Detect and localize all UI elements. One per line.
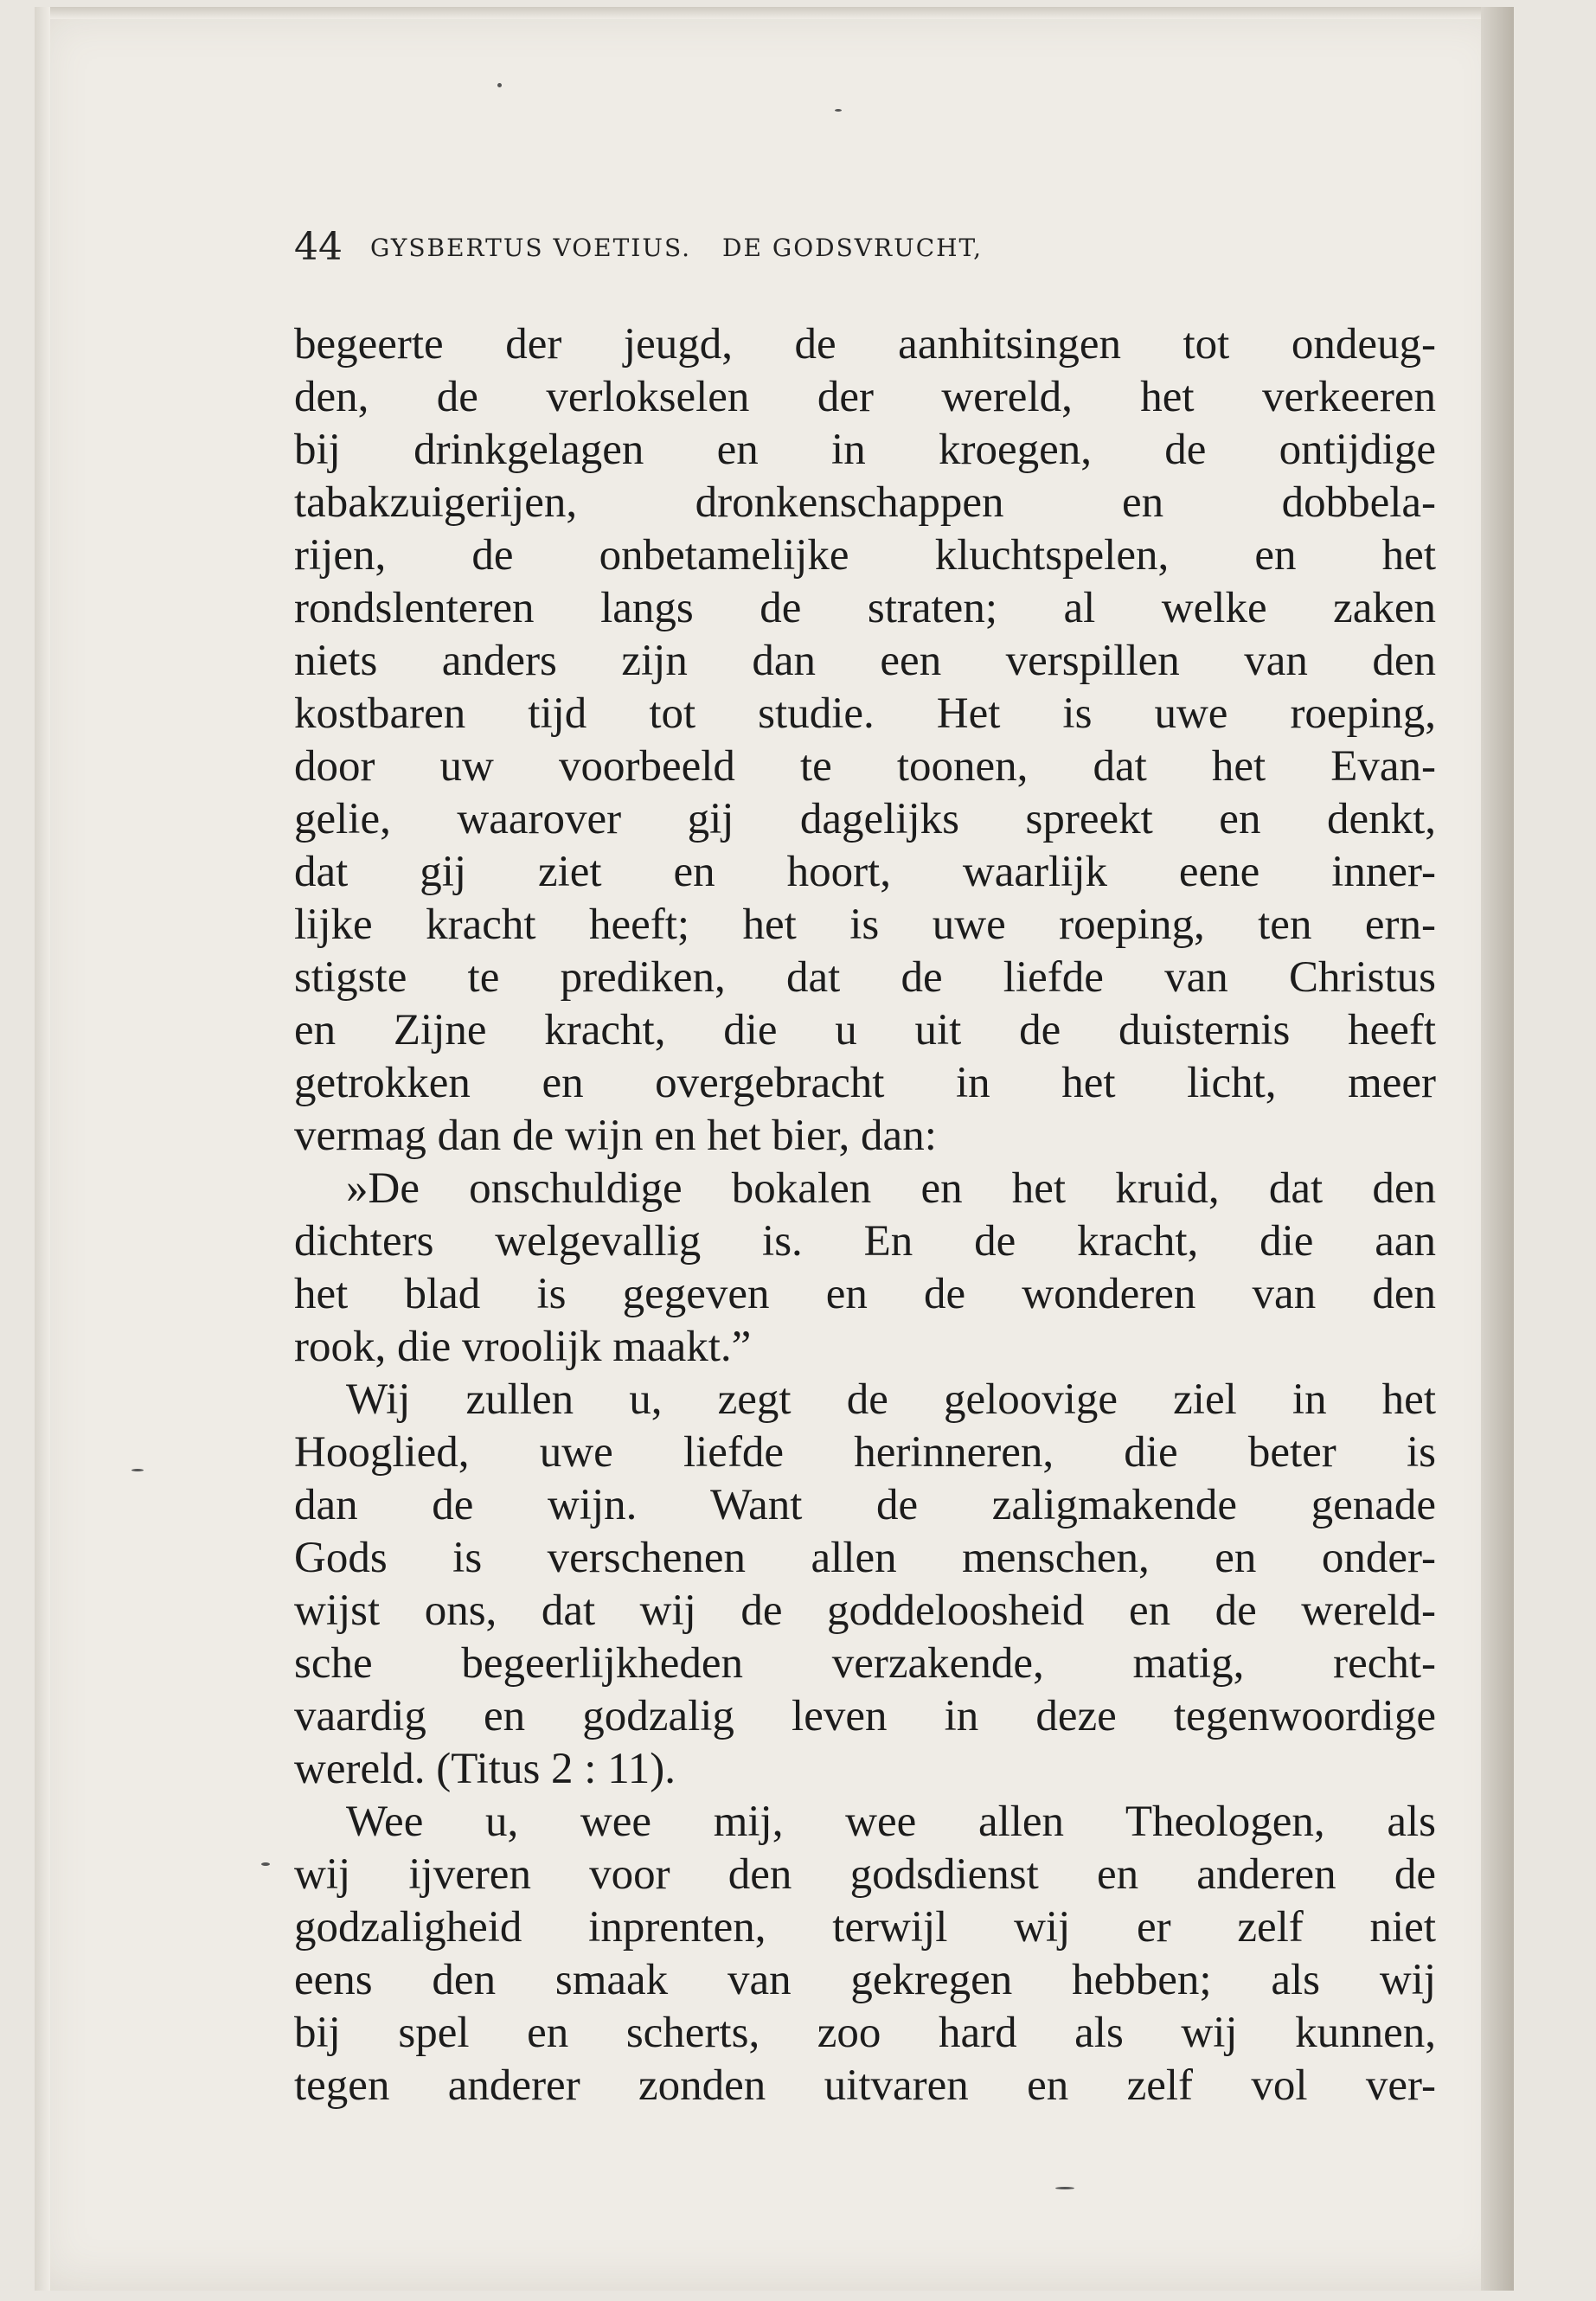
paper-speck bbox=[835, 109, 842, 112]
text-line: tegen anderer zonden uitvaren en zelf vol ver- bbox=[294, 2061, 1436, 2110]
text-line: godzaligheid inprenten, terwijl wij er zelf niet bbox=[294, 1903, 1436, 1952]
text-line: sche begeerlijkheden verzakende, matig, recht- bbox=[294, 1639, 1436, 1688]
text-line: eens den smaak van gekregen hebben; als wij bbox=[294, 1956, 1436, 2004]
text-line: dat gij ziet en hoort, waarlijk eene inner- bbox=[294, 848, 1436, 896]
text-line: begeerte der jeugd, de aanhitsingen tot ondeug- bbox=[294, 320, 1436, 369]
paper-speck bbox=[1055, 2187, 1074, 2189]
text-line: niets anders zijn dan een verspillen van den bbox=[294, 637, 1436, 685]
text-line: tabakzuigerijen, dronkenschappen en dobbela- bbox=[294, 478, 1436, 527]
text-line: door uw voorbeeld te toonen, dat het Evan- bbox=[294, 742, 1436, 791]
text-line: Hooglied, uwe liefde herinneren, die beter is bbox=[294, 1428, 1436, 1477]
text-line: »De onschuldige bokalen en het kruid, dat den bbox=[346, 1164, 1436, 1213]
text-line: vermag dan de wijn en het bier, dan: bbox=[294, 1112, 937, 1160]
paper-speck bbox=[131, 1469, 144, 1471]
text-line: Wee u, wee mij, wee allen Theologen, als bbox=[346, 1798, 1436, 1846]
text-line: rondslenteren langs de straten; al welke zaken bbox=[294, 584, 1436, 632]
text-line: dan de wijn. Want de zaligmakende genade bbox=[294, 1481, 1436, 1529]
text-line: bij spel en scherts, zoo hard als wij kunnen, bbox=[294, 2009, 1436, 2057]
text-line: kostbaren tijd tot studie. Het is uwe roeping, bbox=[294, 689, 1436, 738]
text-line: Wij zullen u, zegt de geloovige ziel in het bbox=[346, 1375, 1436, 1424]
text-line: lijke kracht heeft; het is uwe roeping, ten ern- bbox=[294, 901, 1436, 949]
paper-speck bbox=[497, 83, 502, 87]
text-line: den, de verlokselen der wereld, het verkeeren bbox=[294, 373, 1436, 421]
running-head bbox=[370, 227, 983, 270]
page-header bbox=[294, 221, 1280, 273]
body-text bbox=[294, 318, 1436, 2112]
text-line: dichters welgevallig is. En de kracht, die aan bbox=[294, 1217, 1436, 1266]
page-number: 44 bbox=[294, 225, 343, 269]
text-line: rook, die vroolijk maakt.” bbox=[294, 1323, 752, 1371]
running-head-author: GYSBERTUS VOETIUS. bbox=[370, 234, 692, 262]
text-line: stigste te prediken, dat de liefde van Christus bbox=[294, 953, 1436, 1002]
text-line: bij drinkgelagen en in kroegen, de ontijdige bbox=[294, 426, 1436, 474]
running-head-title: DE GODSVRUCHT, bbox=[722, 234, 983, 262]
paper-speck bbox=[261, 1862, 270, 1866]
page-left-edge bbox=[35, 7, 50, 2291]
text-line: wijst ons, dat wij de goddeloosheid en de wereld- bbox=[294, 1586, 1436, 1635]
text-line: rijen, de onbetamelijke kluchtspelen, en het bbox=[294, 531, 1436, 580]
book-page bbox=[35, 7, 1514, 2291]
text-line: getrokken en overgebracht in het licht, meer bbox=[294, 1059, 1436, 1107]
text-line: het blad is gegeven en de wonderen van den bbox=[294, 1270, 1436, 1318]
text-line: wij ijveren voor den godsdienst en anderen de bbox=[294, 1850, 1436, 1899]
text-line: gelie, waarover gij dagelijks spreekt en denkt, bbox=[294, 795, 1436, 843]
text-line: wereld. (Titus 2 : 11). bbox=[294, 1745, 676, 1793]
text-line: vaardig en godzalig leven in deze tegenwoordige bbox=[294, 1692, 1436, 1740]
text-line: Gods is verschenen allen menschen, en onder- bbox=[294, 1534, 1436, 1582]
book-binding-edge bbox=[1481, 7, 1514, 2291]
text-line: en Zijne kracht, die u uit de duisternis heeft bbox=[294, 1006, 1436, 1054]
page-top-edge bbox=[35, 7, 1514, 19]
